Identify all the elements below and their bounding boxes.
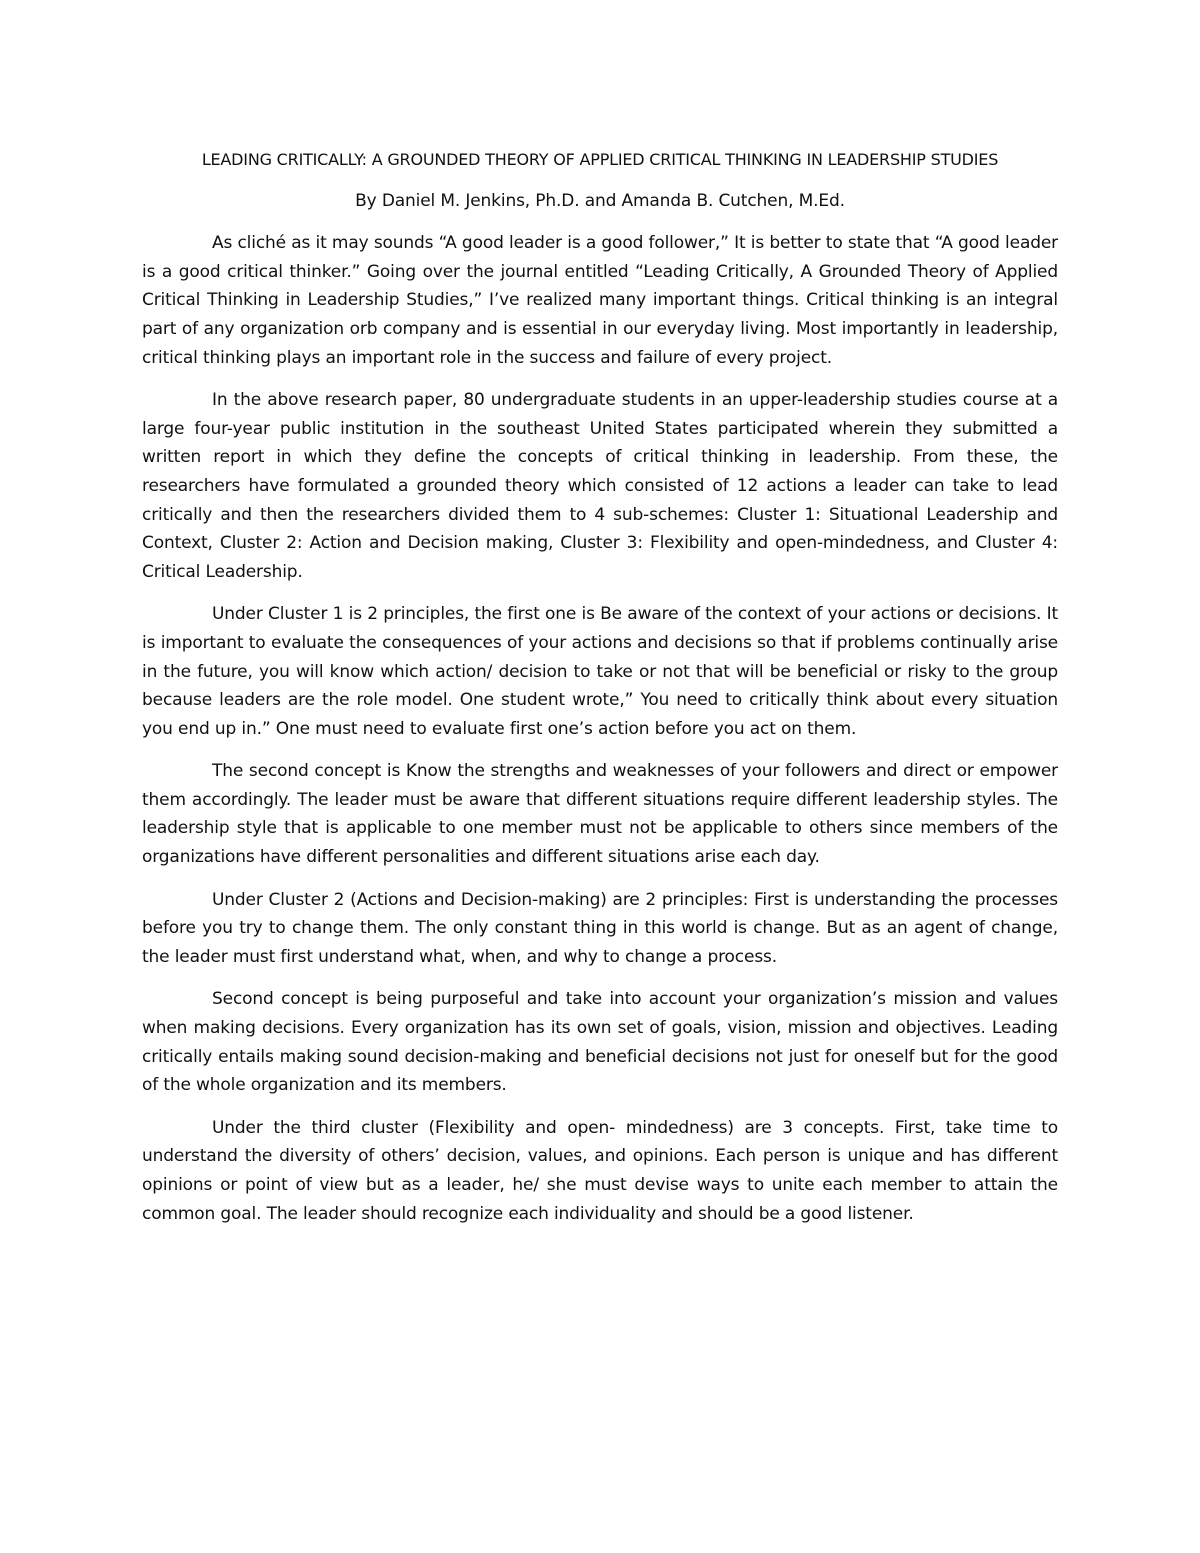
paragraph-cluster-2: Under Cluster 2 (Actions and Decision-making) are 2 principles: First is understanding the processes before you try to change them. The only constant thing in this world is change. But as an agent of change, the leader must first understand what, when, and why to change a process. — [142, 889, 1058, 967]
paragraph-intro: As cliché as it may sounds “A good leader is a good follower,” It is better to state that “A good leader is a good critical thinker.” Going over the journal entitled “Leading Critically, A Grounded Theory of Applied Critical Thinking in Leadership Studies,” I’ve realized many important things. Critical thinking is an integral part of any organization orb company and is essential in our everyday living. Most importantly in leadership, critical thinking plays an important role in the success and failure of every project. — [142, 233, 1058, 368]
paragraph-research-summary: In the above research paper, 80 undergraduate students in an upper-leadership studies course at a large four-year public institution in the southeast United States participated wherein they submitted a written report in which they define the concepts of critical thinking in leadership. From these, the researchers have formulated a grounded theory which consisted of 12 actions a leader can take to lead critically and then the researchers divided them to 4 sub-schemes: Cluster 1: Situational Leadership and Context, Cluster 2: Action and Decision making, Cluster 3: Flexibility and open-mindedness, and Cluster 4: Critical Leadership. — [142, 390, 1058, 582]
paragraph-cluster-3: Under the third cluster (Flexibility and open- mindedness) are 3 concepts. First, take time to understand the diversity of others’ decision, values, and opinions. Each person is unique and has different opinions or point of view but as a leader, he/ she must devise ways to unite each member to attain the common goal. The leader should recognize each individuality and should be a good listener. — [142, 1117, 1058, 1224]
paragraph-cluster-2-second-concept: Second concept is being purposeful and take into account your organization’s mission and values when making decisions. Every organization has its own set of goals, vision, mission and objectives. Leading critically entails making sound decision-making and beneficial decisions not just for oneself but for the good of the whole organization and its members. — [142, 989, 1058, 1096]
document-body — [142, 146, 1058, 1228]
paragraph-cluster-1: Under Cluster 1 is 2 principles, the first one is Be aware of the context of your actions or decisions. It is important to evaluate the consequences of your actions and decisions so that if problems continually arise in the future, you will know which action/ decision to take or not that will be beneficial or risky to the group because leaders are the role model. One student wrote,” You need to critically think about every situation you end up in.” One must need to evaluate first one’s action before you act on them. — [142, 604, 1058, 739]
paragraph-cluster-1-second-concept: The second concept is Know the strengths and weaknesses of your followers and direct or empower them accordingly. The leader must be aware that different situations require different leadership styles. The leadership style that is applicable to one member must not be applicable to others since members of the organizations have different personalities and different situations arise each day. — [142, 761, 1058, 868]
document-title: LEADING CRITICALLY: A GROUNDED THEORY OF APPLIED CRITICAL THINKING IN LEADERSHIP STUDIES — [201, 150, 999, 169]
document-byline: By Daniel M. Jenkins, Ph.D. and Amanda B. Cutchen, M.Ed. — [355, 190, 845, 211]
